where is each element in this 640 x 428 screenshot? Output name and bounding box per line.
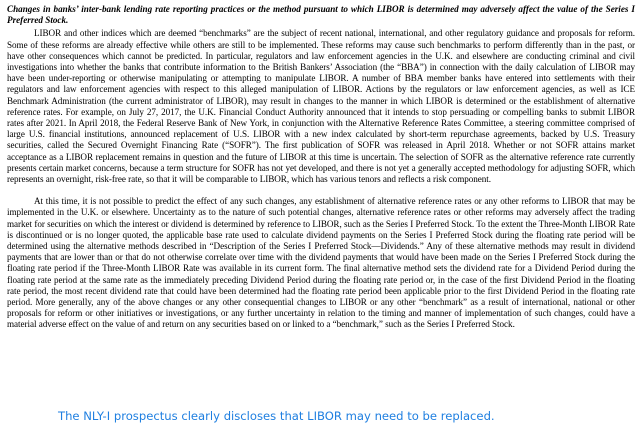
document-excerpt (7, 4, 635, 331)
paragraph-libor-reform: LIBOR and other indices which are deemed “benchmarks” are the subject of recent national, international, and other regulatory guidance and proposals for reform. Some of these reforms are already effective while others are still to be implemented. These reforms may cause such benchmarks to perform differently than in the past, or have other consequences which cannot be predicted. In particular, regulators and law enforcement agencies in the U.K. and elsewhere are conducting criminal and civil investigations into whether the banks that contribute information to the British Bankers’ Association (the “BBA”) in connection with the daily calculation of LIBOR may have been under-reporting or otherwise manipulating or attempting to manipulate LIBOR. A number of BBA member banks have entered into settlements with their regulators and law enforcement agencies with respect to this alleged manipulation of LIBOR. Actions by the regulators or law enforcement agencies, as well as ICE Benchmark Administration (the current administrator of LIBOR), may result in changes to the manner in which LIBOR is determined or the establishment of alternative reference rates. For example, on July 27, 2017, the U.K. Financial Conduct Authority announced that it intends to stop persuading or compelling banks to submit LIBOR rates after 2021. In April 2018, the Federal Reserve Bank of New York, in conjunction with the Alternative Reference Rates Committee, a steering committee comprised of large U.S. financial institutions, announced replacement of U.S. LIBOR with a new index calculated by short-term repurchase agreements, backed by U.S. Treasury securities, called the Secured Overnight Financing Rate (“SOFR”). The first publication of SOFR was released in April 2018. Whether or not SOFR attains market acceptance as a LIBOR replacement remains in question and the future of LIBOR at this time is uncertain. The selection of SOFR as the alternative reference rate currently presents certain market concerns, because a term structure for SOFR has not yet developed, and there is not yet a generally accepted methodology for adjusting SOFR, which represents an overnight, risk-free rate, so that it will be comparable to LIBOR, which has various tenors and reflects a risk component. (7, 28, 635, 185)
section-heading: Changes in banks’ inter-bank lending rate reporting practices or the method pursuant to which LIBOR is determined may adversely affect the value of the Series I Preferred Stock. (7, 4, 635, 26)
paragraph-libor-uncertainty: At this time, it is not possible to predict the effect of any such changes, any establishment of alternative reference rates or any other reforms to LIBOR that may be implemented in the U.K. or elsewhere. Uncertainty as to the nature of such potential changes, alternative reference rates or other reforms may adversely affect the trading market for securities on which the interest or dividend is determined by reference to LIBOR, such as the Series I Preferred Stock. To the extent the Three-Month LIBOR Rate is discontinued or is no longer quoted, the applicable base rate used to calculate dividend payments on the Series I Preferred Stock during the floating rate period will be determined using the alternative methods described in “Description of the Series I Preferred Stock—Dividends.” Any of these alternative methods may result in dividend payments that are lower than or that do not otherwise correlate over time with the dividend payments that would have been made on the Series I Preferred Stock during the floating rate period if the Three-Month LIBOR Rate was available in its current form. The final alternative method sets the dividend rate for a Dividend Period during the floating rate period at the same rate as the immediately preceding Dividend Period during the floating rate period or, in the case of the first Dividend Period in the floating rate period, the most recent dividend rate that could have been determined had the floating rate period been applicable prior to the first Dividend Period in the floating rate period. More generally, any of the above changes or any other consequential changes to LIBOR or any other “benchmark” as a result of international, national or other proposals for reform or other initiatives or investigations, or any further uncertainty in relation to the timing and manner of implementation of such changes, could have a material adverse effect on the value of and return on any securities based on or linked to a “benchmark,” such as the Series I Preferred Stock. (7, 196, 635, 330)
image-caption: The NLY-I prospectus clearly discloses that LIBOR may need to be replaced. (58, 409, 495, 423)
